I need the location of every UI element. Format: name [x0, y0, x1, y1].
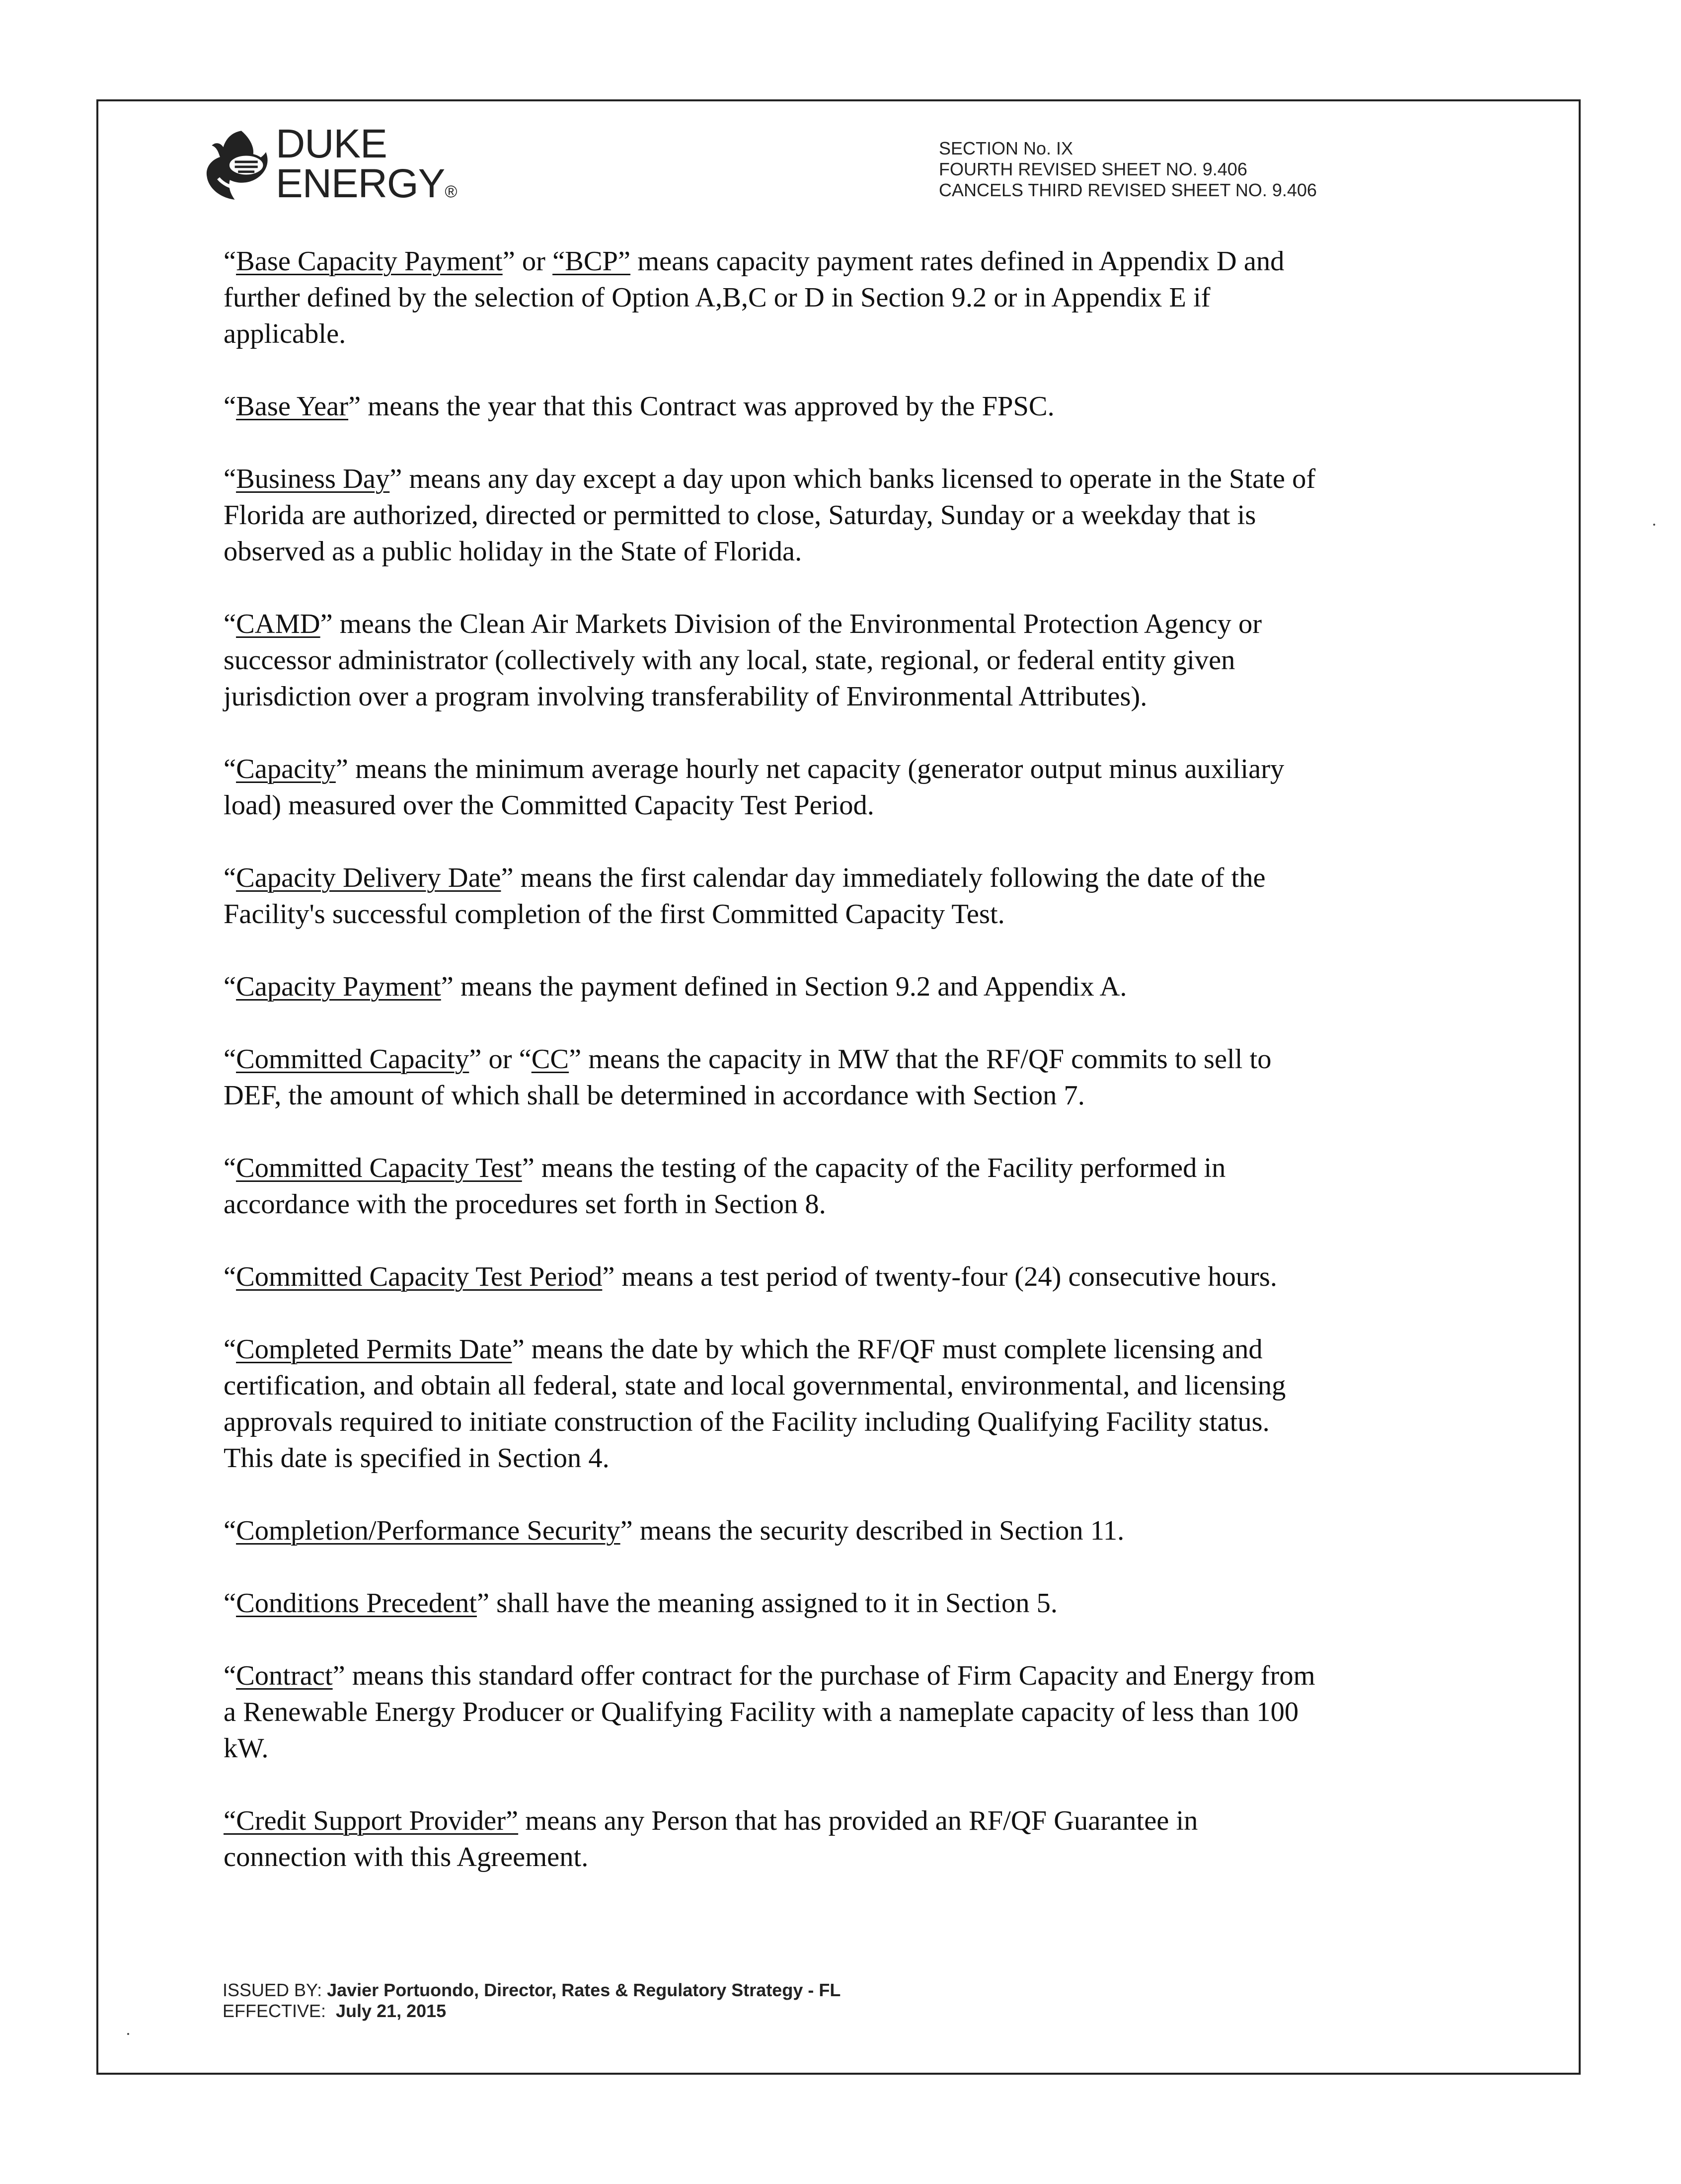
- defined-term: Capacity Delivery Date: [236, 862, 501, 893]
- defined-term: Committed Capacity Test: [236, 1153, 522, 1183]
- defined-term: “Credit Support Provider”: [224, 1805, 519, 1836]
- issued-by-line: ISSUED BY: Javier Portuondo, Director, Rates & Regulatory Strategy - FL: [223, 1980, 841, 2000]
- definition-conditions-precedent: “Conditions Precedent” shall have the meaning assigned to it in Section 5.: [224, 1588, 1058, 1619]
- sheet-number: FOURTH REVISED SHEET NO. 9.406: [939, 159, 1247, 179]
- logo-wordmark: [276, 121, 457, 212]
- definition-completed-permits-date: “Completed Permits Date” means the date by which the RF/QF must complete licensing and certification, and obtain all federal, state and local governmental, environmental, and licensing approvals required to initiate construction of the Facility including Qualifying Facility status. This date is specified in Section 4.: [224, 1334, 1286, 1474]
- section-number: SECTION No. IX: [939, 138, 1073, 158]
- definition-capacity-payment: “Capacity Payment” means the payment defined in Section 9.2 and Appendix A.: [224, 971, 1127, 1002]
- defined-term: CAMD: [236, 609, 320, 639]
- definition-base-capacity-payment: “Base Capacity Payment” or “BCP” means capacity payment rates defined in Appendix D and further defined by the selection of Option A,B,C or D in Section 9.2 or in Appendix E if applicable.: [224, 246, 1285, 349]
- registered-mark: ®: [445, 182, 457, 201]
- defined-term: Business Day: [236, 464, 390, 494]
- defined-term: “BCP”: [552, 246, 631, 277]
- defined-term: Capacity: [236, 754, 336, 784]
- company-logo: [199, 121, 596, 209]
- defined-term: Conditions Precedent: [236, 1588, 477, 1619]
- defined-term: Base Year: [236, 391, 349, 422]
- definition-capacity: “Capacity” means the minimum average hourly net capacity (generator output minus auxiliary load) measured over the Committed Capacity Test Period.: [224, 754, 1285, 821]
- issued-footer: [223, 1980, 840, 2022]
- defined-term: Contract: [236, 1660, 333, 1691]
- definition-committed-capacity-test-period: “Committed Capacity Test Period” means a test period of twenty-four (24) consecutive hours.: [224, 1261, 1278, 1292]
- effective-line: EFFECTIVE: July 21, 2015: [223, 2001, 447, 2021]
- defined-term: Completion/Performance Security: [236, 1515, 620, 1546]
- definitions-list: [224, 243, 1475, 1875]
- definition-contract: “Contract” means this standard offer contract for the purchase of Firm Capacity and Energy from a Renewable Energy Producer or Qualifying Facility with a nameplate capacity of less than 100 kW.: [224, 1660, 1315, 1764]
- logo-line-energy: ENERGY®: [276, 161, 457, 206]
- cancels-sheet: CANCELS THIRD REVISED SHEET NO. 9.406: [939, 180, 1317, 200]
- defined-term: CC: [531, 1044, 569, 1075]
- defined-term: Completed Permits Date: [236, 1334, 512, 1365]
- duke-energy-logo-icon: [199, 124, 281, 206]
- defined-term: Committed Capacity Test Period: [236, 1261, 603, 1292]
- definition-camd: “CAMD” means the Clean Air Markets Division of the Environmental Protection Agency or successor administrator (collectively with any local, state, regional, or federal entity given jurisdiction over a program involving transferability of Environmental Attributes).: [224, 609, 1262, 712]
- sheet-header: [939, 138, 1317, 201]
- logo-line-duke: DUKE: [276, 121, 387, 166]
- scan-speck: [127, 2033, 129, 2035]
- defined-term: Capacity Payment: [236, 971, 441, 1002]
- scan-speck: [1653, 524, 1655, 526]
- defined-term: Committed Capacity: [236, 1044, 469, 1075]
- definition-credit-support-provider: “Credit Support Provider” means any Person that has provided an RF/QF Guarantee in connection with this Agreement.: [224, 1805, 1198, 1872]
- definition-base-year: “Base Year” means the year that this Contract was approved by the FPSC.: [224, 391, 1055, 422]
- defined-term: Base Capacity Payment: [236, 246, 503, 277]
- definition-business-day: “Business Day” means any day except a day upon which banks licensed to operate in the State of Florida are authorized, directed or permitted to close, Saturday, Sunday or a weekday that is observed as a public holiday in the State of Florida.: [224, 464, 1316, 567]
- definition-completion-performance-security: “Completion/Performance Security” means the security described in Section 11.: [224, 1515, 1125, 1546]
- definition-committed-capacity-test: “Committed Capacity Test” means the testing of the capacity of the Facility performed in accordance with the procedures set forth in Section 8.: [224, 1153, 1226, 1220]
- definition-capacity-delivery-date: “Capacity Delivery Date” means the first calendar day immediately following the date of the Facility's successful completion of the first Committed Capacity Test.: [224, 862, 1266, 930]
- definition-committed-capacity: “Committed Capacity” or “CC” means the capacity in MW that the RF/QF commits to sell to DEF, the amount of which shall be determined in accordance with Section 7.: [224, 1044, 1272, 1111]
